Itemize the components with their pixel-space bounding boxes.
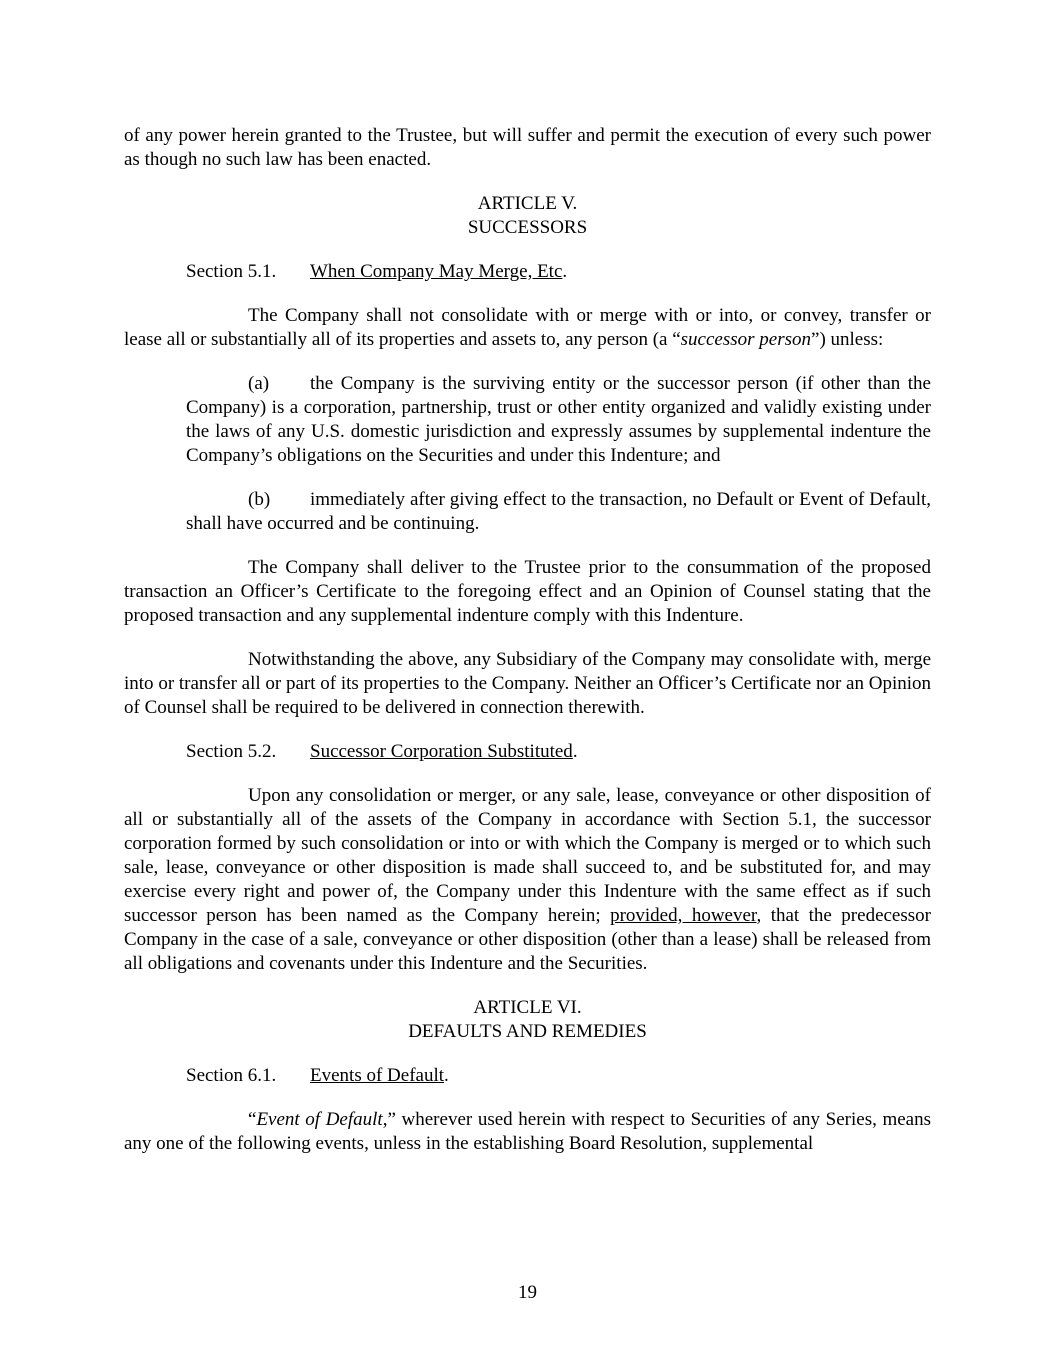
paragraph-continued	[124, 124, 931, 172]
italic-term: successor person	[680, 329, 812, 350]
italic-term: Event of Default	[256, 1109, 383, 1130]
article-v-title: SUCCESSORS	[467, 217, 588, 238]
clause-b	[186, 488, 931, 536]
underlined-term: provided, however	[610, 905, 757, 926]
text-run: “	[248, 1109, 257, 1130]
document-page	[124, 124, 931, 1156]
article-vi-number: ARTICLE VI.	[473, 997, 582, 1018]
paragraph-5-2-body	[124, 784, 931, 976]
text-run: , that the predecessor Company in the case of a sale, conveyance or other disposition (other than a lease) shall be released from all obligations and covenants under this Indenture and the Securities.	[124, 905, 931, 974]
section-6-1-number: Section 6.1.	[186, 1065, 277, 1086]
section-5-1-heading: Section 5.1. When Company May Merge, Etc.	[186, 261, 568, 282]
article-v-number: ARTICLE V.	[477, 193, 578, 214]
section-5-2-number: Section 5.2.	[186, 741, 277, 762]
section-6-1-heading: Section 6.1. Events of Default.	[186, 1065, 449, 1086]
paragraph-5-1-intro	[124, 304, 931, 352]
section-6-1-title: Events of Default	[310, 1065, 445, 1086]
section-5-1-title: When Company May Merge, Etc	[310, 261, 563, 282]
text-run: ”) unless:	[811, 329, 884, 350]
text-run: ,” wherever used herein with respect to Securities of any Series, means any one of the following events, unless in the establishing Board Resolution, supplemental	[124, 1109, 932, 1154]
clause-b-label: (b)	[248, 489, 271, 510]
section-5-1-number: Section 5.1.	[186, 261, 277, 282]
article-vi-title: DEFAULTS AND REMEDIES	[408, 1021, 647, 1042]
paragraph-5-1-deliver	[124, 556, 931, 628]
section-5-2-heading: Section 5.2. Successor Corporation Substituted.	[186, 741, 578, 762]
text-run: The Company shall not consolidate with or merge with or into, or convey, transfer or lease all or substantially all of its properties and assets to, any person (a “	[124, 305, 931, 350]
page-number: 19	[518, 1282, 537, 1303]
clause-a-text: the Company is the surviving entity or the successor person (if other than the Company) is a corporation, partnership, trust or other entity organized and validly existing under the laws of any U.S. domestic jurisdiction and expressly assumes by supplemental indenture the Company’s obligations on the Securities and under this Indenture; and	[186, 373, 931, 466]
text-run: The Company shall deliver to the Trustee prior to the consummation of the proposed transaction an Officer’s Certificate to the foregoing effect and an Opinion of Counsel stating that the proposed transaction and any supplemental indenture comply with this Indenture.	[124, 557, 931, 626]
text-run: of any power herein granted to the Trustee, but will suffer and permit the execution of every such power as though no such law has been enacted.	[124, 125, 931, 170]
text-run: Upon any consolidation or merger, or any sale, lease, conveyance or other disposition of all or substantially all of the assets of the Company in accordance with Section 5.1, the successor corporation formed by such consolidation or into or with which the Company is merged or to which such sale, lease, conveyance or other disposition is made shall succeed to, and be substituted for, and may exercise every right and power of, the Company under this Indenture with the same effect as if such successor person has been named as the Company herein;	[124, 785, 931, 926]
clause-b-text: immediately after giving effect to the transaction, no Default or Event of Default, shall have occurred and be continuing.	[186, 489, 931, 534]
clause-a-label: (a)	[248, 373, 270, 394]
clause-a	[186, 372, 931, 468]
paragraph-6-1-body	[124, 1108, 931, 1156]
text-run: Notwithstanding the above, any Subsidiary of the Company may consolidate with, merge into or transfer all or part of its properties to the Company. Neither an Officer’s Certificate nor an Opinion of Counsel shall be required to be delivered in connection therewith.	[124, 649, 931, 718]
section-5-2-title: Successor Corporation Substituted	[310, 741, 573, 762]
paragraph-5-1-notwithstanding	[124, 648, 931, 720]
